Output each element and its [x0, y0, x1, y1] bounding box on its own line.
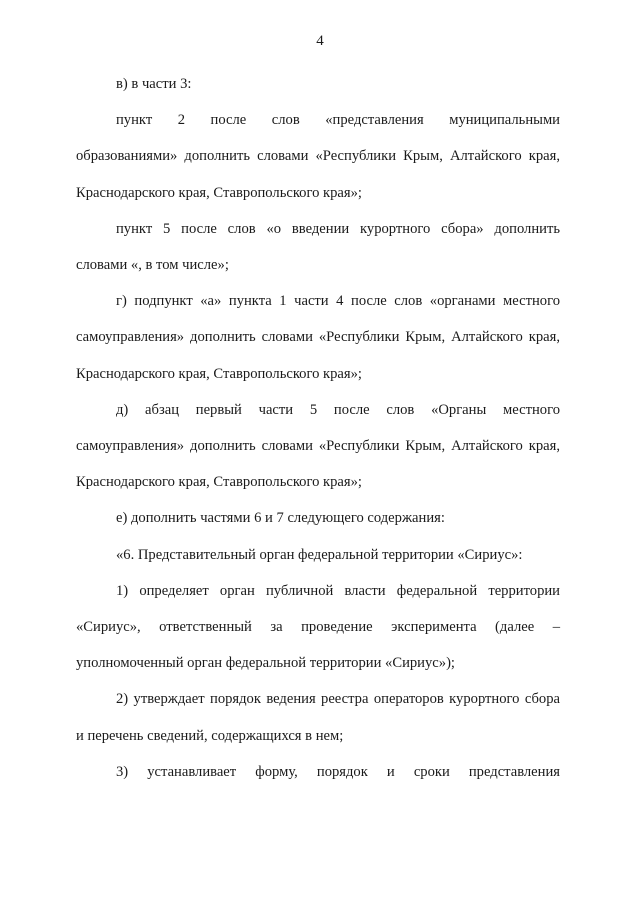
text-line: 1) определяет орган публичной власти федеральной территории: [116, 582, 560, 599]
text-line: 3) устанавливает форму, порядок и сроки представления: [116, 763, 560, 780]
text-line: образованиями» дополнить словами «Республики Крым, Алтайского края,: [76, 148, 560, 165]
text-line: пункт 5 после слов «о введении курортного сбора» дополнить: [116, 220, 560, 237]
text-line: 2) утверждает порядок ведения реестра операторов курортного сбора: [116, 691, 560, 708]
text-line: в) в части 3:: [116, 76, 192, 92]
text-line: и перечень сведений, содержащихся в нем;: [76, 727, 344, 744]
text-line: д) абзац первый части 5 после слов «Органы местного: [116, 401, 560, 418]
text-line: «Сириус», ответственный за проведение эксперимента (далее –: [76, 619, 560, 636]
text-line: Краснодарского края, Ставропольского края»;: [76, 184, 362, 201]
text-line: е) дополнить частями 6 и 7 следующего содержания:: [116, 510, 445, 527]
text-line: уполномоченный орган федеральной территории «Сириус»);: [76, 655, 455, 672]
text-line: Краснодарского края, Ставропольского края»;: [76, 365, 362, 382]
text-line: пункт 2 после слов «представления муниципальными: [116, 112, 560, 129]
page-number: 4: [316, 33, 324, 49]
text-line: самоуправления» дополнить словами «Республики Крым, Алтайского края,: [76, 438, 560, 455]
text-line: г) подпункт «а» пункта 1 части 4 после слов «органами местного: [116, 293, 560, 310]
text-line: «6. Представительный орган федеральной территории «Сириус»:: [116, 546, 523, 563]
text-line: Краснодарского края, Ставропольского края»;: [76, 474, 362, 491]
document-body: [76, 66, 560, 790]
text-line: словами «, в том числе»;: [76, 257, 229, 274]
text-line: самоуправления» дополнить словами «Республики Крым, Алтайского края,: [76, 329, 560, 346]
